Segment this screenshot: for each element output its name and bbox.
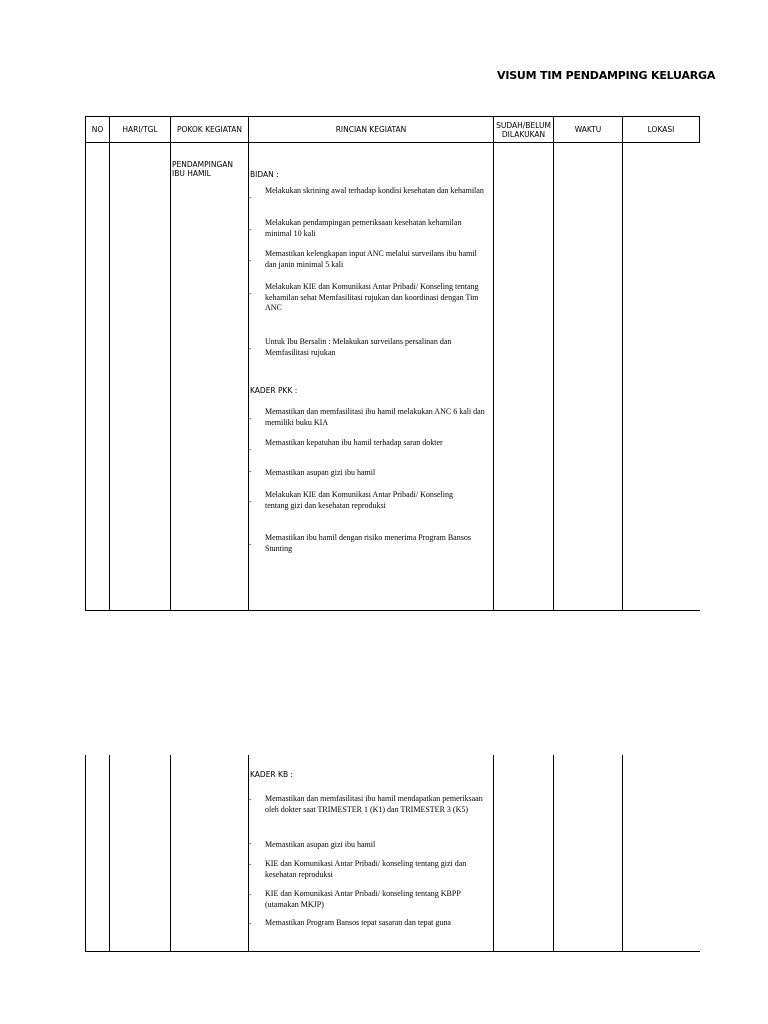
- bullet-dash: -: [249, 345, 252, 353]
- list-item-text: KIE dan Komunikasi Antar Pribadi/ konseling tentang gizi dan kesehatan reproduksi: [265, 859, 467, 879]
- pokok-kegiatan-line2: IBU HAMIL: [172, 169, 211, 178]
- bullet-dash: -: [249, 415, 252, 423]
- list-item: [249, 918, 489, 929]
- header-sudah-belum: [494, 117, 553, 142]
- list-item-text: Memastikan dan memfasilitasi ibu hamil mendapatkan pemeriksaan oleh dokter saat TRIMESTER 1 (K1) dan TRIMESTER 3 (K5): [265, 794, 483, 814]
- list-item-text: Memastikan Program Bansos tepat sasaran dan tepat guna: [265, 918, 451, 927]
- header-hari-tgl: HARI/TGL: [122, 125, 158, 134]
- list-item-text: Memastikan kepatuhan ibu hamil terhadap saran dokter: [265, 438, 443, 447]
- header-no: NO: [91, 125, 104, 134]
- bullet-dash: -: [249, 257, 252, 265]
- list-item-text: Memastikan kelengkapan input ANC melalui surveilans ibu hamil dan janin minimal 5 kali: [265, 249, 477, 269]
- list-item: [249, 794, 489, 815]
- list-item: [249, 533, 489, 554]
- list-item-text: Untuk Ibu Bersalin : Melakukan surveilans persalinan dan Memfasilitasi rujukan: [265, 337, 452, 357]
- list-item: [249, 468, 489, 479]
- list-item: [249, 337, 489, 358]
- group-label-bidan: BIDAN :: [250, 170, 279, 179]
- list-item-text: Memastikan ibu hamil dengan risiko menerima Program Bansos Stunting: [265, 533, 471, 553]
- header-rincian-kegiatan: RINCIAN KEGIATAN: [335, 125, 407, 134]
- list-item-text: Melakukan skrining awal terhadap kondisi kesehatan dan kehamilan: [265, 186, 484, 195]
- group-label-kader-pkk: KADER PKK :: [250, 386, 298, 395]
- list-item: [249, 186, 489, 202]
- bullet-dash: -: [249, 796, 252, 804]
- list-item: [249, 859, 489, 880]
- list-item: [249, 889, 489, 910]
- header-lokasi: LOKASI: [647, 125, 675, 134]
- bullet-dash: -: [249, 891, 252, 899]
- list-item-text: Melakukan KIE dan Komunikasi Antar Pribadi/ Konseling tentang kehamilan sehat Memfasilitasi rujukan dan koordinasi dengan Tim ANC: [265, 282, 479, 312]
- list-item: [249, 249, 489, 270]
- list-item-text: Melakukan KIE dan Komunikasi Antar Pribadi/ Konseling tentang gizi dan kesehatan reproduksi: [265, 490, 453, 510]
- group-label-kader-kb: KADER KB :: [250, 770, 294, 779]
- list-item-text: KIE dan Komunikasi Antar Pribadi/ konseling tentang KBPP (utamakan MKJP): [265, 889, 461, 909]
- header-waktu: WAKTU: [574, 125, 602, 134]
- bullet-dash: -: [249, 226, 252, 234]
- list-item: [249, 490, 489, 511]
- list-item: [249, 407, 489, 428]
- list-item: [249, 282, 489, 314]
- list-item: [249, 218, 489, 239]
- bullet-dash: -: [249, 840, 252, 848]
- pokok-kegiatan-line1: PENDAMPINGAN: [172, 160, 234, 169]
- bullet-dash: -: [249, 861, 252, 869]
- bullet-dash: -: [249, 920, 252, 928]
- bullet-dash: -: [249, 498, 252, 506]
- list-item-text: Memastikan asupan gizi ibu hamil: [265, 468, 376, 477]
- list-item: [249, 840, 489, 851]
- list-item-text: Melakukan pendampingan pemeriksaan kesehatan kehamilan minimal 10 kali: [265, 218, 462, 238]
- bullet-dash: -: [249, 446, 252, 454]
- document-title: VISUM TIM PENDAMPING KELUARGA: [497, 69, 716, 82]
- header-pokok-kegiatan: POKOK KEGIATAN: [176, 125, 243, 134]
- pokok-kegiatan-cell: [172, 160, 233, 178]
- header-sudah-belum-line2: DILAKUKAN: [501, 129, 546, 139]
- header-sudah-belum-line1: SUDAH/BELUM: [496, 120, 551, 130]
- list-item-text: Memastikan dan memfasilitasi ibu hamil melakukan ANC 6 kali dan memiliki buku KIA: [265, 407, 485, 427]
- list-item-text: Memastikan asupan gizi ibu hamil: [265, 840, 376, 849]
- bullet-dash: -: [249, 290, 252, 298]
- bullet-dash: -: [249, 194, 252, 202]
- list-item: [249, 438, 489, 454]
- bullet-dash: -: [249, 541, 252, 549]
- bullet-dash: -: [249, 468, 252, 476]
